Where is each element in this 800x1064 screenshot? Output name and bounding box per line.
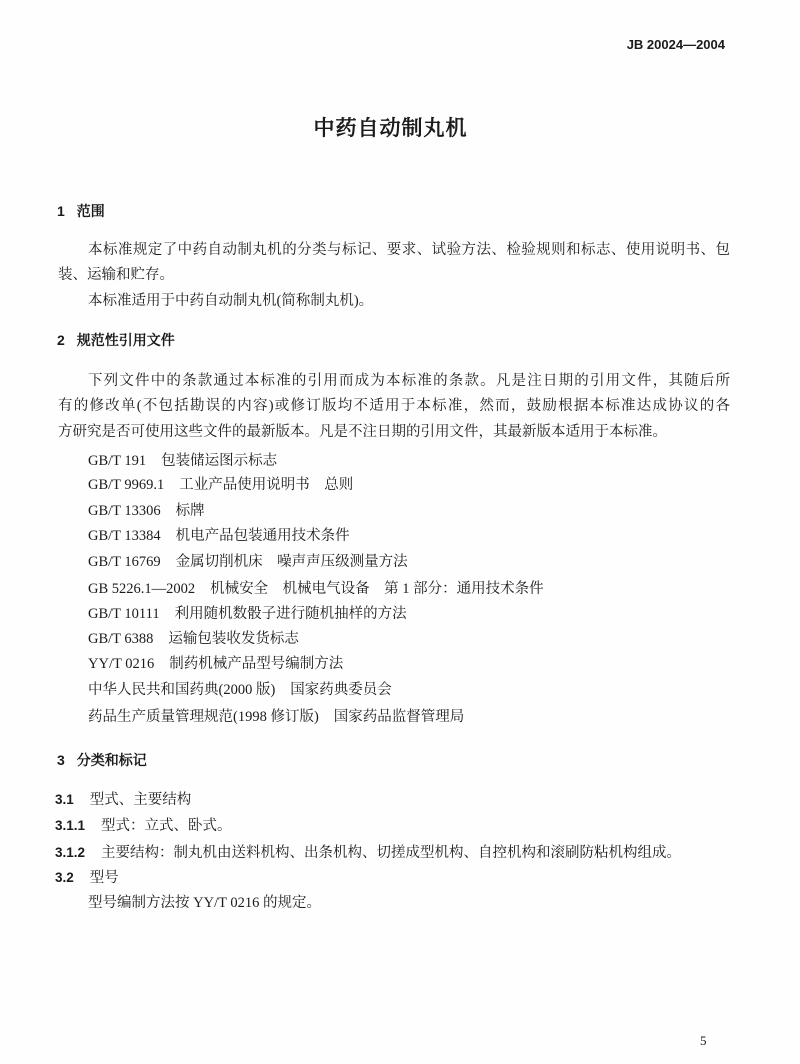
reference-designation: GB/T 9969.1 (88, 477, 165, 493)
reference-title: 机电产品包装通用技术条件 (175, 528, 350, 544)
reference-title: 包装储运图示标志 (161, 453, 278, 469)
section-number: 2 (57, 332, 65, 348)
reference-item (88, 451, 277, 471)
references-intro-line: 下列文件中的条款通过本标准的引用而成为本标准的条款。凡是注日期的引用文件，其随后所 (88, 373, 730, 389)
clause-text: 型号 (89, 870, 119, 886)
reference-item (88, 552, 408, 572)
reference-designation: GB/T 6388 (88, 631, 154, 647)
reference-designation: GB/T 13384 (88, 528, 161, 544)
page-number: 5 (700, 1033, 707, 1048)
reference-item (88, 579, 544, 599)
reference-title: 国家药品监督管理局 (333, 709, 465, 725)
section-number: 3 (57, 752, 65, 768)
reference-title: 国家药典委员会 (290, 682, 392, 698)
document-title: 中药自动制丸机 (313, 117, 468, 140)
references-intro-line: 有的修改单(不包括勘误的内容)或修订版均不适用于本标准，然而，鼓励根据本标准达成协议的各 (58, 398, 730, 414)
reference-item (88, 604, 407, 624)
clause (55, 843, 681, 863)
section-title: 规范性引用文件 (76, 332, 175, 348)
reference-title: 机械安全 机械电气设备 第 1 部分：通用技术条件 (210, 581, 544, 597)
reference-title: 利用随机数骰子进行随机抽样的方法 (174, 606, 407, 622)
section-2-heading (57, 330, 175, 350)
section-1-heading (57, 201, 105, 221)
reference-designation: GB 5226.1—2002 (88, 581, 196, 597)
clause-text: 型式：立式、卧式。 (101, 818, 232, 834)
reference-title: 运输包装收发货标志 (168, 631, 299, 647)
reference-item (88, 501, 205, 521)
scope-applicability-paragraph: 本标准适用于中药自动制丸机(简称制丸机)。 (88, 293, 374, 309)
standard-number: JB 20024—2004 (626, 37, 725, 52)
reference-item (88, 707, 464, 727)
reference-title: 工业产品使用说明书 总则 (179, 477, 354, 493)
clause-number: 3.1.1 (55, 818, 86, 833)
reference-designation: 药品生产质量管理规范(1998 修订版) (88, 709, 319, 725)
section-title: 范围 (76, 203, 105, 219)
scope-paragraph-line: 本标准规定了中药自动制丸机的分类与标记、要求、试验方法、检验规则和标志、使用说明书、包 (88, 242, 730, 258)
clause-text: 型式、主要结构 (89, 792, 192, 808)
clause (55, 790, 191, 810)
reference-item (88, 654, 343, 674)
clause (55, 816, 232, 836)
reference-item (88, 680, 392, 700)
reference-item (88, 526, 350, 546)
clause-number: 3.2 (55, 870, 74, 885)
reference-title: 金属切削机床 噪声声压级测量方法 (175, 554, 408, 570)
scope-paragraph-line: 装、运输和贮存。 (58, 267, 174, 283)
reference-designation: GB/T 191 (88, 453, 147, 469)
section-title: 分类和标记 (76, 752, 147, 768)
references-intro-line: 方研究是否可使用这些文件的最新版本。凡是不注日期的引用文件，其最新版本适用于本标准。 (58, 424, 667, 440)
clause (55, 868, 119, 888)
reference-title: 制药机械产品型号编制方法 (169, 656, 344, 672)
reference-designation: GB/T 10111 (88, 606, 160, 622)
section-number: 1 (57, 203, 65, 219)
reference-designation: GB/T 16769 (88, 554, 161, 570)
model-designation-note: 型号编制方法按 YY/T 0216 的规定。 (88, 895, 321, 911)
reference-designation: 中华人民共和国药典(2000 版) (88, 682, 276, 698)
reference-designation: YY/T 0216 (88, 656, 155, 672)
section-3-heading (57, 750, 147, 770)
reference-title: 标牌 (175, 503, 205, 519)
clause-text: 主要结构：制丸机由送料机构、出条机构、切搓成型机构、自控机构和滚刷防粘机构组成。 (101, 845, 682, 861)
clause-number: 3.1 (55, 792, 74, 807)
reference-item (88, 475, 353, 495)
reference-item (88, 629, 299, 649)
reference-designation: GB/T 13306 (88, 503, 161, 519)
clause-number: 3.1.2 (55, 845, 86, 860)
